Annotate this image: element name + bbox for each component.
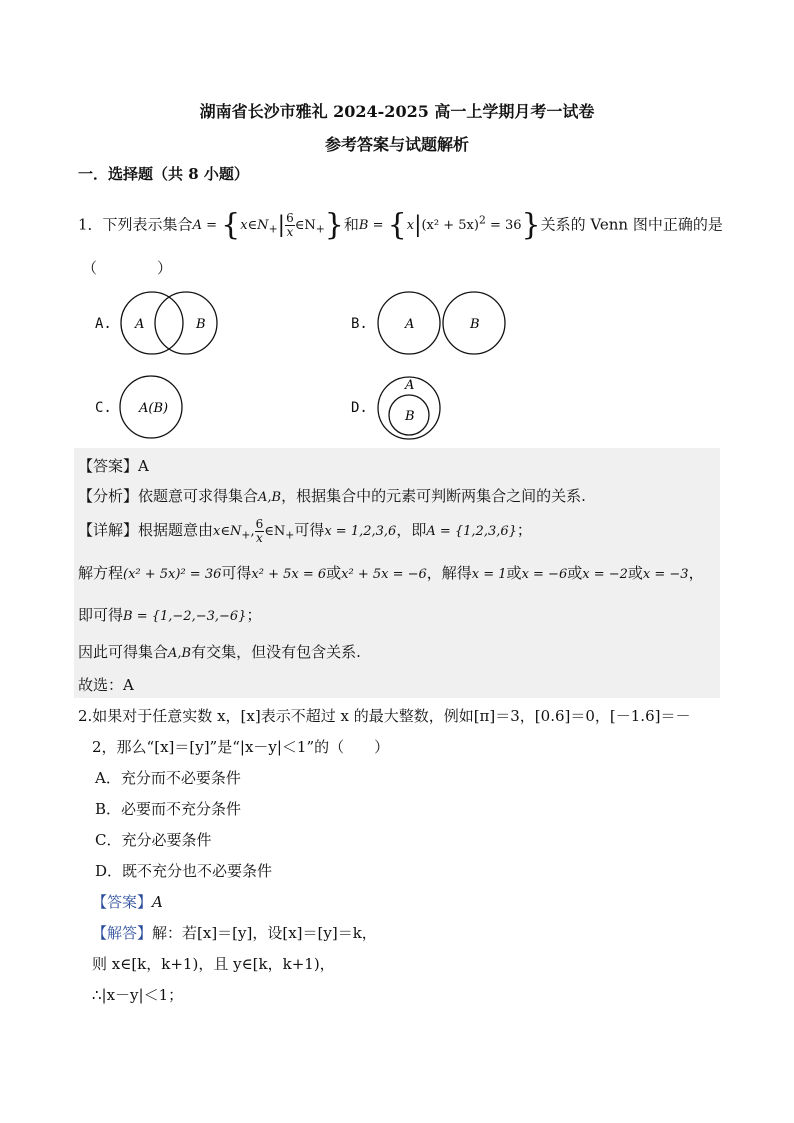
- document-title: 湖南省长沙市雅礼 2024-2025 高一上学期月考一试卷: [199, 102, 595, 121]
- q1-text-before: 下列表示集合: [102, 215, 193, 234]
- q2-answer: [92, 891, 163, 912]
- q1-set-a-name: A: [192, 218, 202, 234]
- q1-set-b-name: B: [358, 218, 369, 234]
- q2-solution: 【解答】解：若[x]＝[y]，设[x]＝[y]＝k，: [92, 924, 377, 942]
- venn-diagram-d: [376, 374, 444, 442]
- q2-stem-line1: 2.如果对于任意实数 x，[x]表示不超过 x 的最大整数，例如[π]＝3，[0.6]＝0，[－1.6]＝－: [78, 707, 691, 725]
- option-a-label: A.: [95, 316, 112, 332]
- q2-option-c: C．充分必要条件: [95, 831, 212, 849]
- q1-detail-tag: 【详解】: [78, 521, 139, 539]
- q1-set-b-expr: (x² + 5x): [421, 218, 479, 234]
- q1-conj: 和: [343, 215, 359, 234]
- q1-solve-line: 解方程(x² + 5x)² = 36可得x² + 5x = 6或x² + 5x = −6，解得x = 1或x = −6或x = −2或x = −3，: [78, 564, 704, 582]
- option-d-label: D.: [351, 400, 368, 416]
- q1-detail: 【详解】根据题意由$x\in N_+$, $\frac{6}{x}$ $\in N_+$可得x = 1,2,3,6，即A = {1,2,3,6}；: [78, 517, 532, 545]
- venn-diagram-b: [376, 290, 508, 358]
- venn-b-label-b: B: [470, 317, 480, 332]
- q2-option-a: A．充分而不必要条件: [95, 769, 241, 787]
- q1-answer-tag: 【答案】: [78, 457, 139, 475]
- q1-set-b-result: 即可得B = {1,−2,−3,−6}；: [78, 606, 262, 624]
- q1-number: 1．: [78, 215, 103, 234]
- section-heading: 一．选择题（共 8 小题）: [78, 165, 249, 183]
- venn-b-label-a: A: [405, 317, 415, 332]
- q1-analysis: 【分析】依题意可求得集合A,B，根据集合中的元素可判断两集合之间的关系.: [78, 487, 586, 505]
- q2-answer-tag: 【答案】: [92, 893, 153, 911]
- q2-option-b: B．必要而不充分条件: [95, 800, 242, 818]
- venn-diagram-a: [118, 290, 222, 358]
- q1-fraction: $\frac{6}{x}$: [286, 211, 294, 240]
- venn-diagram-c: [118, 374, 186, 442]
- document-subtitle: 参考答案与试题解析: [324, 135, 469, 154]
- venn-d-label-inner: B: [405, 409, 415, 424]
- q1-conclusion: 因此可得集合A,B有交集，但没有包含关系.: [78, 643, 361, 661]
- option-c-label: C.: [95, 400, 112, 416]
- q1-text-after: 关系的 Venn 图中正确的是: [540, 215, 723, 234]
- q1-set-a-cond: x∈N: [240, 218, 269, 234]
- q1-stem: 1．下列表示集合$A = \{x\in N_+|$ $\frac{6}{x}$ $\in N_+$}和$B = \{x|(x^2 + 5x)^2 = 36\}$关系的 Venn 图中正确的是: [78, 207, 723, 243]
- option-b-label: B.: [351, 316, 368, 332]
- q2-solution-line3: ∴|x－y|＜1；: [92, 986, 184, 1004]
- q2-stem-line2: 2，那么“[x]＝[y]”是“|x－y|＜1”的（ ）: [92, 738, 390, 756]
- q1-answer-value: A: [138, 457, 149, 475]
- q1-final-choice: 故选：A: [78, 676, 134, 694]
- q1-analysis-tag: 【分析】: [78, 487, 139, 505]
- venn-c-label: A(B): [139, 401, 169, 416]
- q2-answer-value: A: [152, 893, 163, 911]
- q1-answer-paren: （ ）: [82, 259, 173, 277]
- q2-solution-tag: 【解答】: [92, 924, 153, 942]
- q2-solution-line2: 则 x∈[k，k+1)，且 y∈[k，k+1)，: [92, 955, 335, 973]
- venn-a-label-b: B: [196, 317, 206, 332]
- q1-answer: [78, 455, 149, 476]
- q2-option-d: D．既不充分也不必要条件: [95, 862, 273, 880]
- venn-a-label-a: A: [135, 317, 145, 332]
- venn-d-label-outer: A: [405, 378, 415, 393]
